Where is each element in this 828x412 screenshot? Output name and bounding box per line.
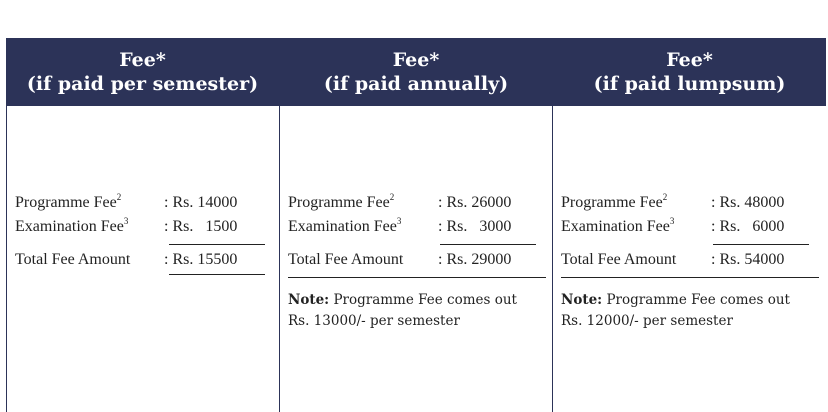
exam-fee-value: : Rs. 3000: [438, 218, 512, 235]
note-text: Programme Fee comes out: [602, 292, 790, 308]
header-title: Fee*: [392, 49, 440, 71]
footnote-marker: 3: [123, 216, 129, 226]
footnote-marker: 2: [389, 192, 395, 202]
sum-rule: [169, 244, 265, 245]
fee-column-annual: [288, 106, 548, 412]
total-fee-value: : Rs. 54000: [711, 251, 785, 268]
footnote-marker: 3: [669, 216, 675, 226]
exam-fee-value: : Rs. 6000: [711, 218, 785, 235]
header-cell-semester: [6, 38, 279, 106]
exam-fee-label-text: Examination Fee: [561, 218, 670, 235]
header-title: Fee*: [119, 49, 166, 71]
table-header: [6, 38, 826, 106]
programme-fee-label: [561, 194, 667, 212]
fee-table: [6, 38, 826, 412]
note-text: Programme Fee comes out: [329, 292, 517, 308]
programme-fee-value: : Rs. 26000: [438, 194, 512, 211]
exam-fee-label: [561, 218, 674, 236]
fee-note: [561, 290, 790, 332]
total-rule: [169, 274, 265, 275]
fee-note: [288, 290, 517, 332]
note-label: Note:: [561, 292, 603, 308]
header-cell-annual: [280, 38, 552, 106]
exam-fee-value: : Rs. 1500: [164, 218, 238, 235]
footnote-marker: 3: [396, 216, 402, 226]
total-fee-label: Total Fee Amount: [15, 251, 131, 268]
exam-fee-label: [288, 218, 401, 236]
exam-fee-label-text: Examination Fee: [15, 218, 124, 235]
header-cell-lumpsum: [553, 38, 826, 106]
exam-fee-label-text: Examination Fee: [288, 218, 397, 235]
exam-fee-label: [15, 218, 128, 236]
programme-fee-label-text: Programme Fee: [288, 194, 390, 211]
programme-fee-label-text: Programme Fee: [561, 194, 663, 211]
total-fee-label: Total Fee Amount: [561, 251, 677, 268]
header-subtitle: (if paid annually): [323, 73, 509, 95]
header-title: Fee*: [666, 49, 713, 71]
total-rule: [288, 277, 546, 278]
header-subtitle: (if paid lumpsum): [593, 73, 786, 95]
programme-fee-label: [15, 194, 121, 212]
header-subtitle: (if paid per semester): [26, 73, 259, 95]
sum-rule: [440, 244, 536, 245]
programme-fee-label-text: Programme Fee: [15, 194, 117, 211]
fee-column-semester: [15, 106, 275, 412]
footnote-marker: 2: [662, 192, 668, 202]
programme-fee-label: [288, 194, 394, 212]
footnote-marker: 2: [116, 192, 122, 202]
fee-column-lumpsum: [561, 106, 823, 412]
total-fee-value: : Rs. 29000: [438, 251, 512, 268]
sum-rule: [713, 244, 809, 245]
note-text: Rs. 13000/- per semester: [288, 313, 460, 329]
programme-fee-value: : Rs. 14000: [164, 194, 238, 211]
total-fee-value: : Rs. 15500: [164, 251, 238, 268]
note-label: Note:: [288, 292, 330, 308]
programme-fee-value: : Rs. 48000: [711, 194, 785, 211]
table-body: [6, 106, 826, 412]
total-rule: [561, 277, 819, 278]
total-fee-label: Total Fee Amount: [288, 251, 404, 268]
note-text: Rs. 12000/- per semester: [561, 313, 733, 329]
